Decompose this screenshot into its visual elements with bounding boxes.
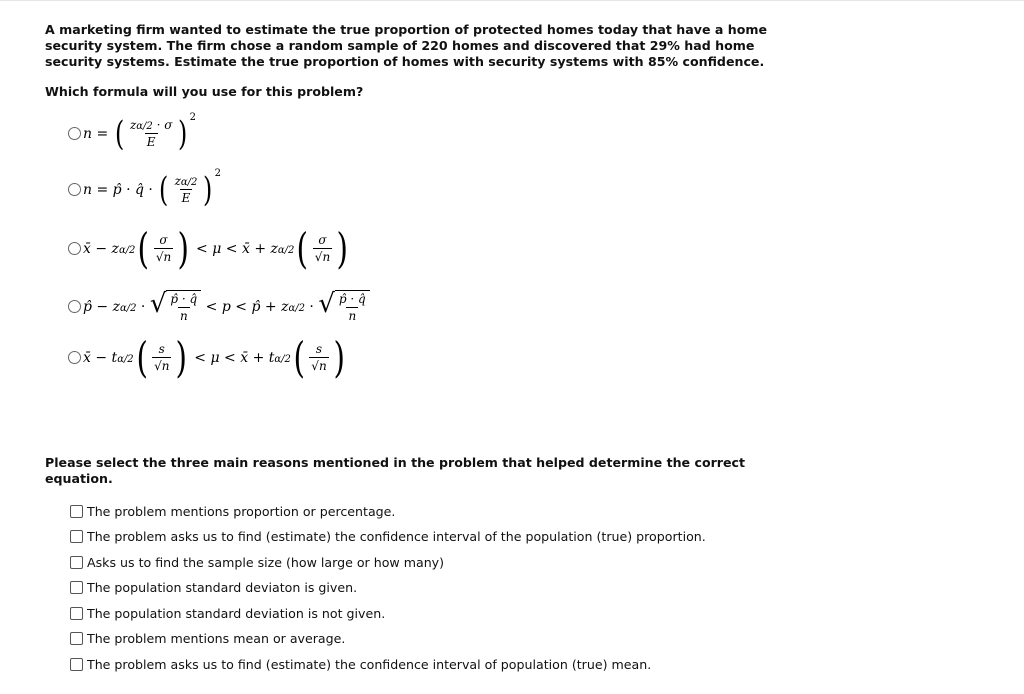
radio-button[interactable] <box>68 351 81 364</box>
reason-label: The problem mentions proportion or percentage. <box>87 504 396 519</box>
formula-option-4[interactable] <box>68 290 370 323</box>
reason-label: The problem mentions mean or average. <box>87 631 346 646</box>
reason-label: The population standard deviaton is given. <box>87 580 358 595</box>
reason-checkbox-4[interactable] <box>70 580 357 595</box>
checkbox[interactable] <box>70 658 83 671</box>
radio-button[interactable] <box>68 300 81 313</box>
formula-ci-proportion: p̂ − zα/2 · √ $\frac{p̂ \cdot q̂}{n}$ < p < p̂ + zα/2 · √ $\frac{p̂ \cdot q̂}{n}$ <box>83 290 370 323</box>
reason-checkbox-2[interactable] <box>70 529 706 544</box>
checkbox[interactable] <box>70 581 83 594</box>
checkbox[interactable] <box>70 607 83 620</box>
formula-option-2[interactable] <box>68 168 222 210</box>
reason-checkbox-5[interactable] <box>70 606 385 621</box>
checkbox[interactable] <box>70 556 83 569</box>
reason-checkbox-1[interactable] <box>70 504 395 519</box>
formula-option-3[interactable] <box>68 223 351 273</box>
checkbox[interactable] <box>70 632 83 645</box>
top-divider <box>0 0 1024 1</box>
formula-option-5[interactable] <box>68 332 347 382</box>
reasons-title <box>45 455 745 487</box>
question-line: security system. The firm chose a random sample of 220 homes and discovered that 29% had home <box>45 38 755 53</box>
reason-label: The problem asks us to find (estimate) the confidence interval of the population (true) proportion. <box>87 529 706 544</box>
question-line: security systems. Estimate the true proportion of homes with security systems with 85% confidence. <box>45 54 765 69</box>
radio-button[interactable] <box>68 127 81 140</box>
radio-button[interactable] <box>68 242 81 255</box>
formula-option-1[interactable] <box>68 112 197 154</box>
reasons-title-line: equation. <box>45 471 113 486</box>
question-text <box>45 22 768 70</box>
radio-button[interactable] <box>68 183 81 196</box>
formula-prompt: Which formula will you use for this problem? <box>45 84 364 99</box>
reasons-title-line: Please select the three main reasons mentioned in the problem that helped determine the correct <box>45 455 746 470</box>
checkbox[interactable] <box>70 530 83 543</box>
formula-sample-size-sigma: n = ( $\frac{z\alpha/2 \cdot \sigma}{E}$ ) 2 <box>83 112 197 154</box>
reason-checkbox-6[interactable] <box>70 631 345 646</box>
formula-sample-size-proportion: n = p̂ · q̂ · ( $\frac{z\alpha/2}{E}$ ) 2 <box>83 168 222 210</box>
reason-label: Asks us to find the sample size (how large or how many) <box>87 555 445 570</box>
reason-checkbox-3[interactable] <box>70 555 444 570</box>
formula-ci-mean-z: x̄ − zα/2 ( $\frac{\sigma}{√n}$ ) < μ < x̄ + zα/2 ( $\frac{\sigma}{√n}$ ) <box>83 223 349 273</box>
reason-label: The problem asks us to find (estimate) the confidence interval of population (true) mean. <box>87 657 652 672</box>
reason-checkbox-7[interactable] <box>70 657 651 672</box>
formula-ci-mean-t: x̄ − tα/2 ( $\frac{s}{√n}$ ) < μ < x̄ + tα/2 ( $\frac{s}{√n}$ ) <box>83 332 345 382</box>
checkbox[interactable] <box>70 505 83 518</box>
question-line: A marketing firm wanted to estimate the true proportion of protected homes today that have a home <box>45 22 768 37</box>
reason-label: The population standard deviation is not given. <box>87 606 386 621</box>
